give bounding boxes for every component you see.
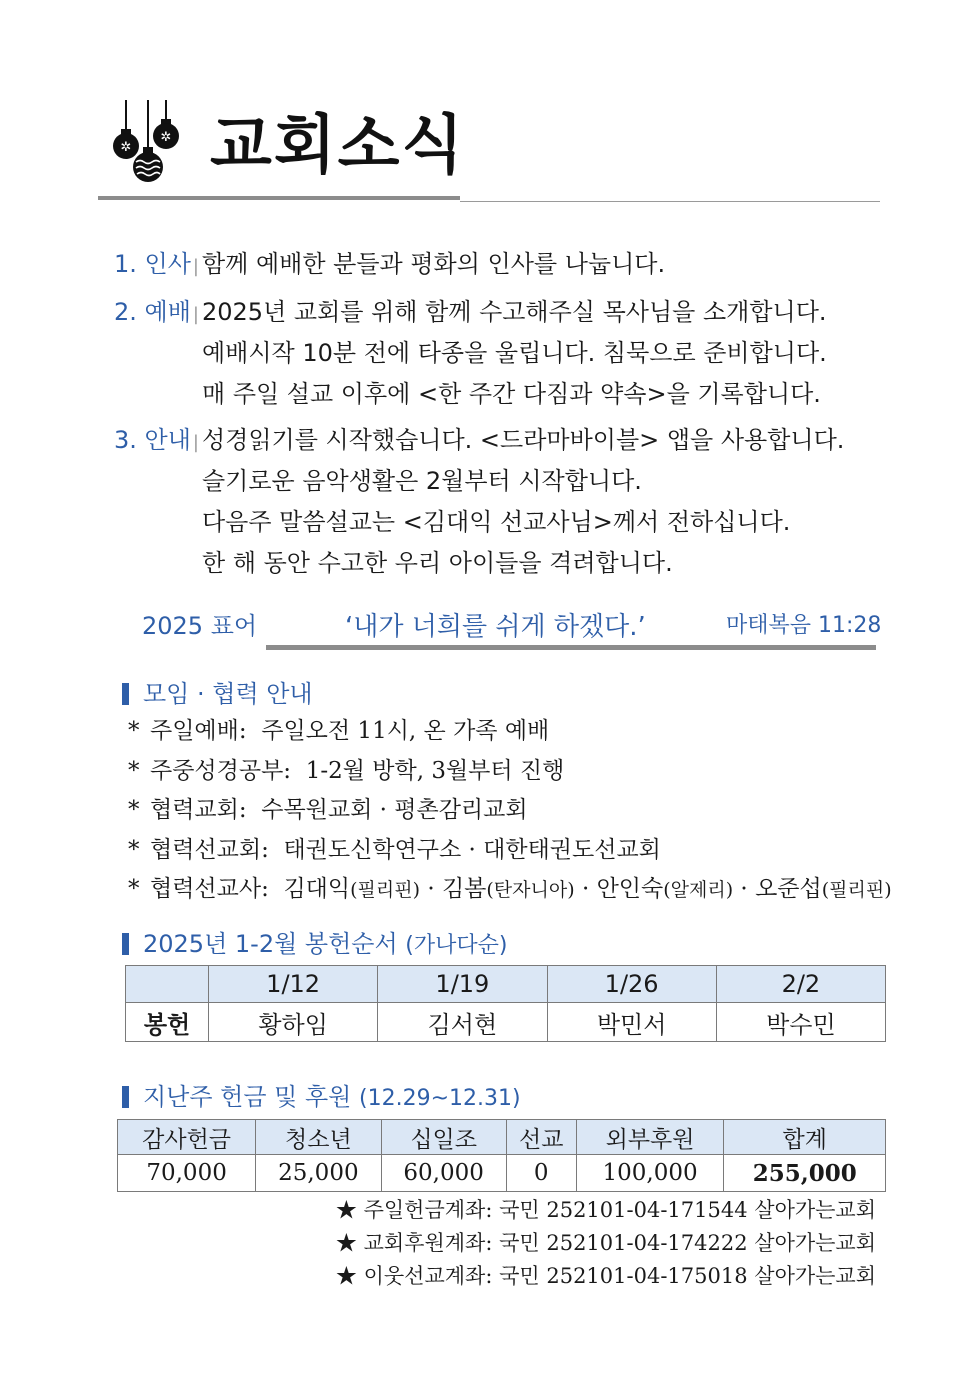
news-label: 3. 안내 xyxy=(114,426,191,454)
meeting-list xyxy=(128,712,892,911)
divider: | xyxy=(192,256,199,277)
table-header-cell: 선교 xyxy=(506,1120,576,1155)
divider: | xyxy=(192,304,199,325)
table-header-cell: 감사헌금 xyxy=(118,1120,256,1155)
table-header-cell: 1/19 xyxy=(378,966,547,1003)
news-line: 다음주 말씀설교는 <김대익 선교사님>께서 전하십니다. xyxy=(202,508,791,536)
news-item xyxy=(114,292,914,415)
table-cell xyxy=(126,966,209,1003)
news-line: 2025년 교회를 위해 함께 수고해주실 목사님을 소개합니다. xyxy=(202,298,827,326)
news-line: 예배시작 10분 전에 타종을 울립니다. 침묵으로 준비합니다. xyxy=(202,339,827,367)
news-line: 함께 예배한 분들과 평화의 인사를 나눕니다. xyxy=(202,250,666,278)
account-row: ★ 이웃선교계좌: 국민 252101-04-175018 살아가는교회 xyxy=(335,1264,876,1288)
motto-year-label: 2025 표어 xyxy=(142,612,258,640)
list-item: * 주중성경공부: 1-2월 방학, 3월부터 진행 xyxy=(128,757,565,784)
section-title: 지난주 헌금 및 후원 xyxy=(143,1083,352,1111)
section-marker xyxy=(122,1086,129,1108)
missionary-name: 안인숙 xyxy=(596,876,664,902)
table-header-cell: 십일조 xyxy=(381,1120,506,1155)
table-header-cell: 1/12 xyxy=(209,966,378,1003)
news-line: 한 해 동안 수고한 우리 아이들을 격려합니다. xyxy=(202,549,673,577)
bank-accounts xyxy=(336,1194,876,1293)
news-item xyxy=(114,244,914,287)
list-item: * 협력선교사: 김대익(필리핀) · 김봄(탄자니아) · 안인숙(알제리) · 오준섭(필리핀) xyxy=(128,876,892,902)
table-cell-total: 255,000 xyxy=(724,1155,886,1192)
table-cell: 100,000 xyxy=(576,1155,724,1192)
list-item: * 주일예배: 주일오전 11시, 온 가족 예배 xyxy=(128,718,550,744)
missionary-country: (탄자니아) xyxy=(486,879,575,901)
section-note: (가나다순) xyxy=(405,933,508,958)
missionary-country: (필리핀) xyxy=(821,879,892,901)
news-label: 2. 예배 xyxy=(114,298,191,326)
table-row xyxy=(126,1003,886,1042)
table-cell: 박민서 xyxy=(547,1003,716,1042)
section-title: 모임 · 협력 안내 xyxy=(143,680,313,708)
table-cell: 박수민 xyxy=(716,1003,885,1042)
table-cell: 70,000 xyxy=(118,1155,256,1192)
svg-text:✲: ✲ xyxy=(160,130,172,145)
news-list xyxy=(114,244,914,589)
table-header-row xyxy=(126,966,886,1003)
missionary-name: 오준섭 xyxy=(755,876,822,902)
table-cell: 60,000 xyxy=(381,1155,506,1192)
motto-text: ‘내가 너희를 쉬게 하겠다.’ xyxy=(345,612,646,642)
table-header-cell: 2/2 xyxy=(716,966,885,1003)
motto-reference: 마태복음 11:28 xyxy=(726,613,882,638)
table-cell: 김서현 xyxy=(378,1003,547,1042)
christmas-ornaments-icon xyxy=(108,100,188,195)
missionary-name: 김대익 xyxy=(283,876,351,902)
table-cell: 황하임 xyxy=(209,1003,378,1042)
table-cell: 0 xyxy=(506,1155,576,1192)
table-header-cell: 외부후원 xyxy=(576,1120,724,1155)
motto-rule xyxy=(266,645,876,650)
table-row-label: 봉헌 xyxy=(126,1003,209,1042)
table-header-cell: 1/26 xyxy=(547,966,716,1003)
list-item: * 협력교회: 수목원교회 · 평촌감리교회 xyxy=(128,797,528,823)
news-line: 성경읽기를 시작했습니다. <드라마바이블> 앱을 사용합니다. xyxy=(202,426,845,454)
table-header-cell: 청소년 xyxy=(256,1120,381,1155)
offering-summary-table xyxy=(117,1119,886,1192)
news-label: 1. 인사 xyxy=(114,250,191,278)
divider: | xyxy=(192,432,199,453)
section-heading-meetings xyxy=(122,674,313,709)
account-row: ★ 교회후원계좌: 국민 252101-04-174222 살아가는교회 xyxy=(335,1231,876,1255)
news-line: 슬기로운 음악생활은 2월부터 시작합니다. xyxy=(202,467,642,495)
news-item xyxy=(114,420,914,584)
news-line: 매 주일 설교 이후에 <한 주간 다짐과 약속>을 기록합니다. xyxy=(202,380,821,408)
missionary-name: 김봄 xyxy=(441,876,487,902)
section-marker xyxy=(122,933,129,955)
missionary-country: (필리핀) xyxy=(350,879,421,901)
section-note: (12.29~12.31) xyxy=(359,1086,521,1111)
missionary-country: (알제리) xyxy=(663,879,734,901)
table-cell: 25,000 xyxy=(256,1155,381,1192)
header-rule xyxy=(98,196,460,200)
offering-order-table xyxy=(125,965,886,1042)
section-heading-last-week xyxy=(122,1077,521,1112)
table-header-row xyxy=(118,1120,886,1155)
section-marker xyxy=(122,683,129,705)
svg-text:✲: ✲ xyxy=(120,140,132,155)
page-title: 교회소식 xyxy=(210,109,466,183)
list-item: * 협력선교회: 태권도신학연구소 · 대한태권도선교회 xyxy=(128,836,661,863)
section-heading-offering-order xyxy=(122,924,507,959)
section-title: 2025년 1-2월 봉헌순서 xyxy=(143,930,398,958)
table-row xyxy=(118,1155,886,1192)
table-header-cell: 합계 xyxy=(724,1120,886,1155)
account-row: ★ 주일헌금계좌: 국민 252101-04-171544 살아가는교회 xyxy=(335,1198,876,1222)
header-rule-thin xyxy=(460,201,880,202)
